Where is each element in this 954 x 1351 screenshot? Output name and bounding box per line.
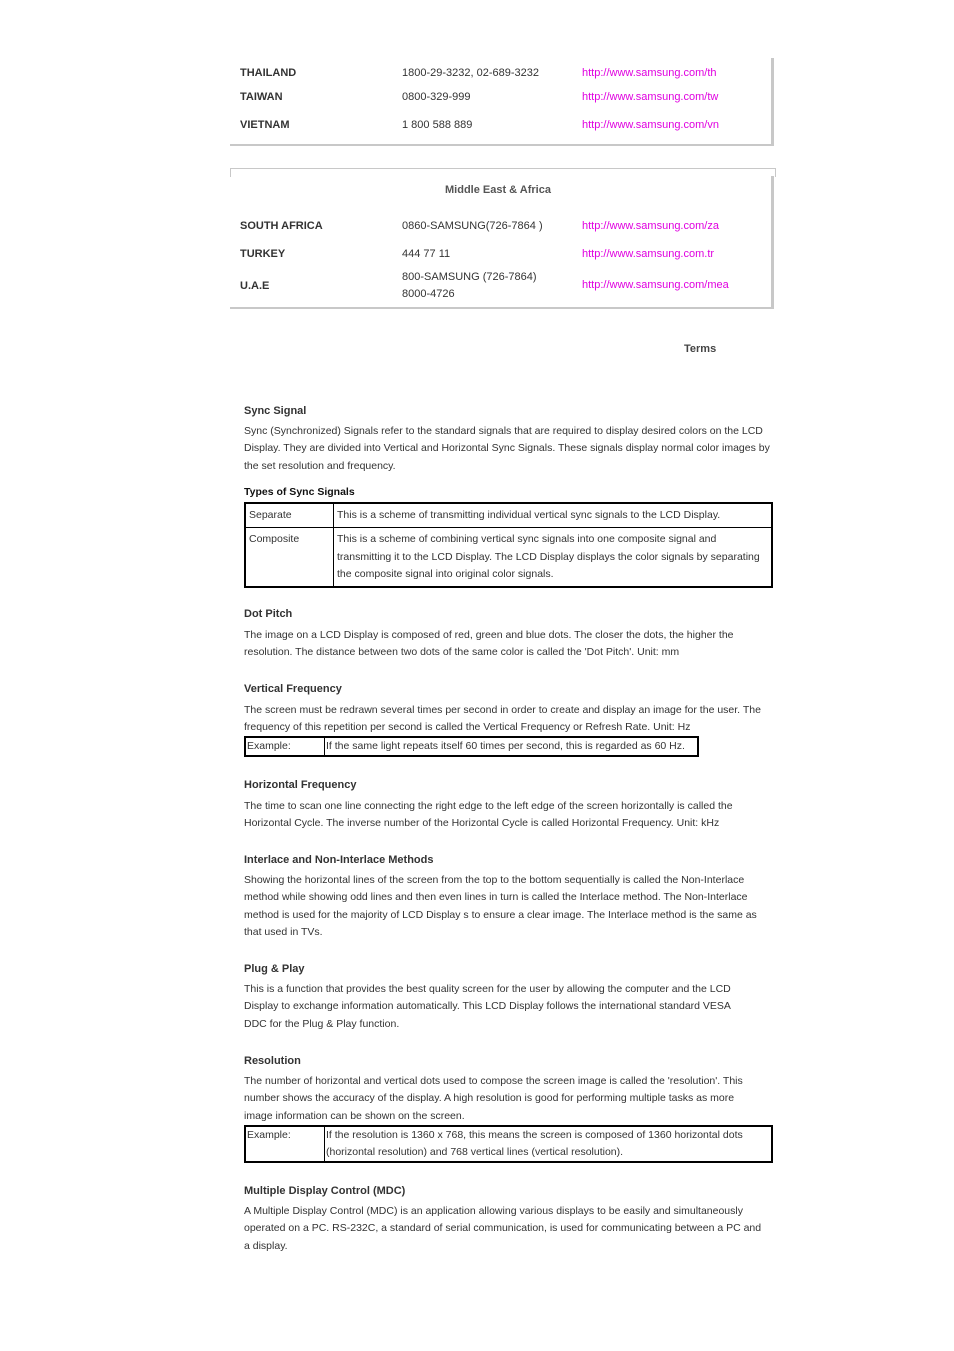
body-vertical-frequency: The screen must be redrawn several times per second in order to create and display an image for the user. The frequency of this repetition per second is called the Vertical Frequency or Refresh Rate. Unit: Hz bbox=[244, 704, 761, 734]
phone-taiwan: 0800-329-999 bbox=[402, 91, 471, 103]
link-vietnam[interactable]: http://www.samsung.com/vn bbox=[582, 119, 719, 131]
phone-uae-line2: 8000-4726 bbox=[402, 288, 455, 300]
heading-plug-and-play: Plug & Play bbox=[244, 963, 305, 975]
terms-title: Terms bbox=[684, 343, 717, 355]
region-title-mea: Middle East & Africa bbox=[445, 184, 551, 196]
table-row bbox=[245, 528, 772, 587]
body-plug-and-play: This is a function that provides the best quality screen for the user by allowing the computer and the LCD Display to exchange information automatically. This LCD Display follows the international standard VESA DDC for the Plug & Play function. bbox=[244, 983, 731, 1030]
sync-type-desc: This is a scheme of combining vertical sync signals into one composite signal and transmitting it to the LCD Display. The LCD Display displays the color signals by separating the composite signal into original color signals. bbox=[334, 528, 773, 587]
sync-type-term: Composite bbox=[245, 528, 334, 587]
phone-turkey: 444 77 11 bbox=[402, 248, 451, 260]
link-south-africa[interactable]: http://www.samsung.com/za bbox=[582, 220, 719, 232]
country-vietnam: VIETNAM bbox=[240, 119, 290, 131]
sync-type-term: Separate bbox=[245, 503, 334, 528]
example-text: If the resolution is 1360 x 768, this means the screen is composed of 1360 horizontal dots (horizontal resolution) and 768 vertical lines (vertical resolution). bbox=[325, 1126, 773, 1162]
country-turkey: TURKEY bbox=[240, 248, 286, 260]
table-row bbox=[245, 1126, 772, 1162]
phone-vietnam: 1 800 588 889 bbox=[402, 119, 473, 131]
body-interlace: Showing the horizontal lines of the screen from the top to the bottom sequentially is called the Non-Interlace method while showing odd lines and then even lines in turn is called the Interlace method. The Non-Interlace method is used for the majority of LCD Display s to ensure a clear image. The Interlace method is the same as that used in TVs. bbox=[244, 874, 757, 938]
link-uae[interactable]: http://www.samsung.com/mea bbox=[582, 279, 729, 291]
example-label: Example: bbox=[245, 1126, 325, 1162]
heading-resolution: Resolution bbox=[244, 1055, 301, 1067]
example-label: Example: bbox=[245, 737, 325, 756]
country-taiwan: TAIWAN bbox=[240, 91, 283, 103]
heading-horizontal-frequency: Horizontal Frequency bbox=[244, 779, 357, 791]
phone-uae-line1: 800-SAMSUNG (726-7864) bbox=[402, 271, 537, 283]
phone-thailand: 1800-29-3232, 02-689-3232 bbox=[402, 67, 540, 79]
example-text: If the same light repeats itself 60 times per second, this is regarded as 60 Hz. bbox=[325, 737, 699, 756]
heading-vertical-frequency: Vertical Frequency bbox=[244, 683, 342, 695]
body-resolution: The number of horizontal and vertical dots used to compose the screen image is called the 'resolution'. This number shows the accuracy of the display. A high resolution is good for performing multiple tasks as more image information can be shown on the screen. bbox=[244, 1075, 743, 1122]
country-uae: U.A.E bbox=[240, 280, 270, 292]
body-horizontal-frequency: The time to scan one line connecting the right edge to the left edge of the screen horizontally is called the Horizontal Cycle. The inverse number of the Horizontal Cycle is called Horizontal Frequency. Unit: kHz bbox=[244, 800, 733, 830]
country-thailand: THAILAND bbox=[240, 67, 297, 79]
country-south-africa: SOUTH AFRICA bbox=[240, 220, 323, 232]
vertical-example-table bbox=[244, 736, 699, 757]
heading-types-sync: Types of Sync Signals bbox=[244, 486, 355, 498]
phone-south-africa: 0860-SAMSUNG(726-7864 ) bbox=[402, 220, 543, 232]
heading-sync-signal: Sync Signal bbox=[244, 405, 307, 417]
table-row bbox=[245, 737, 698, 756]
link-thailand[interactable]: http://www.samsung.com/th bbox=[582, 67, 717, 79]
body-mdc: A Multiple Display Control (MDC) is an application allowing various displays to be easily and simultaneously operated on a PC. RS-232C, a standard of serial communication, is used for communicating between a PC and a display. bbox=[244, 1205, 762, 1252]
heading-dot-pitch: Dot Pitch bbox=[244, 608, 293, 620]
body-sync-signal: Sync (Synchronized) Signals refer to the standard signals that are required to display desired colors on the LCD Display. They are divided into Vertical and Horizontal Sync Signals. These signals display normal color images by the set resolution and frequency. bbox=[244, 425, 770, 472]
table-row bbox=[245, 503, 772, 528]
link-turkey[interactable]: http://www.samsung.com.tr bbox=[582, 248, 715, 260]
heading-mdc: Multiple Display Control (MDC) bbox=[244, 1185, 406, 1197]
body-dot-pitch: The image on a LCD Display is composed of red, green and blue dots. The closer the dots, the higher the resolution. The distance between two dots of the same color is called the 'Dot Pitch'. Unit: mm bbox=[244, 629, 734, 659]
resolution-example-table bbox=[244, 1125, 773, 1163]
sync-types-table bbox=[244, 502, 773, 588]
sync-type-desc: This is a scheme of transmitting individual vertical sync signals to the LCD Display. bbox=[334, 503, 773, 528]
heading-interlace: Interlace and Non-Interlace Methods bbox=[244, 854, 434, 866]
link-taiwan[interactable]: http://www.samsung.com/tw bbox=[582, 91, 719, 103]
